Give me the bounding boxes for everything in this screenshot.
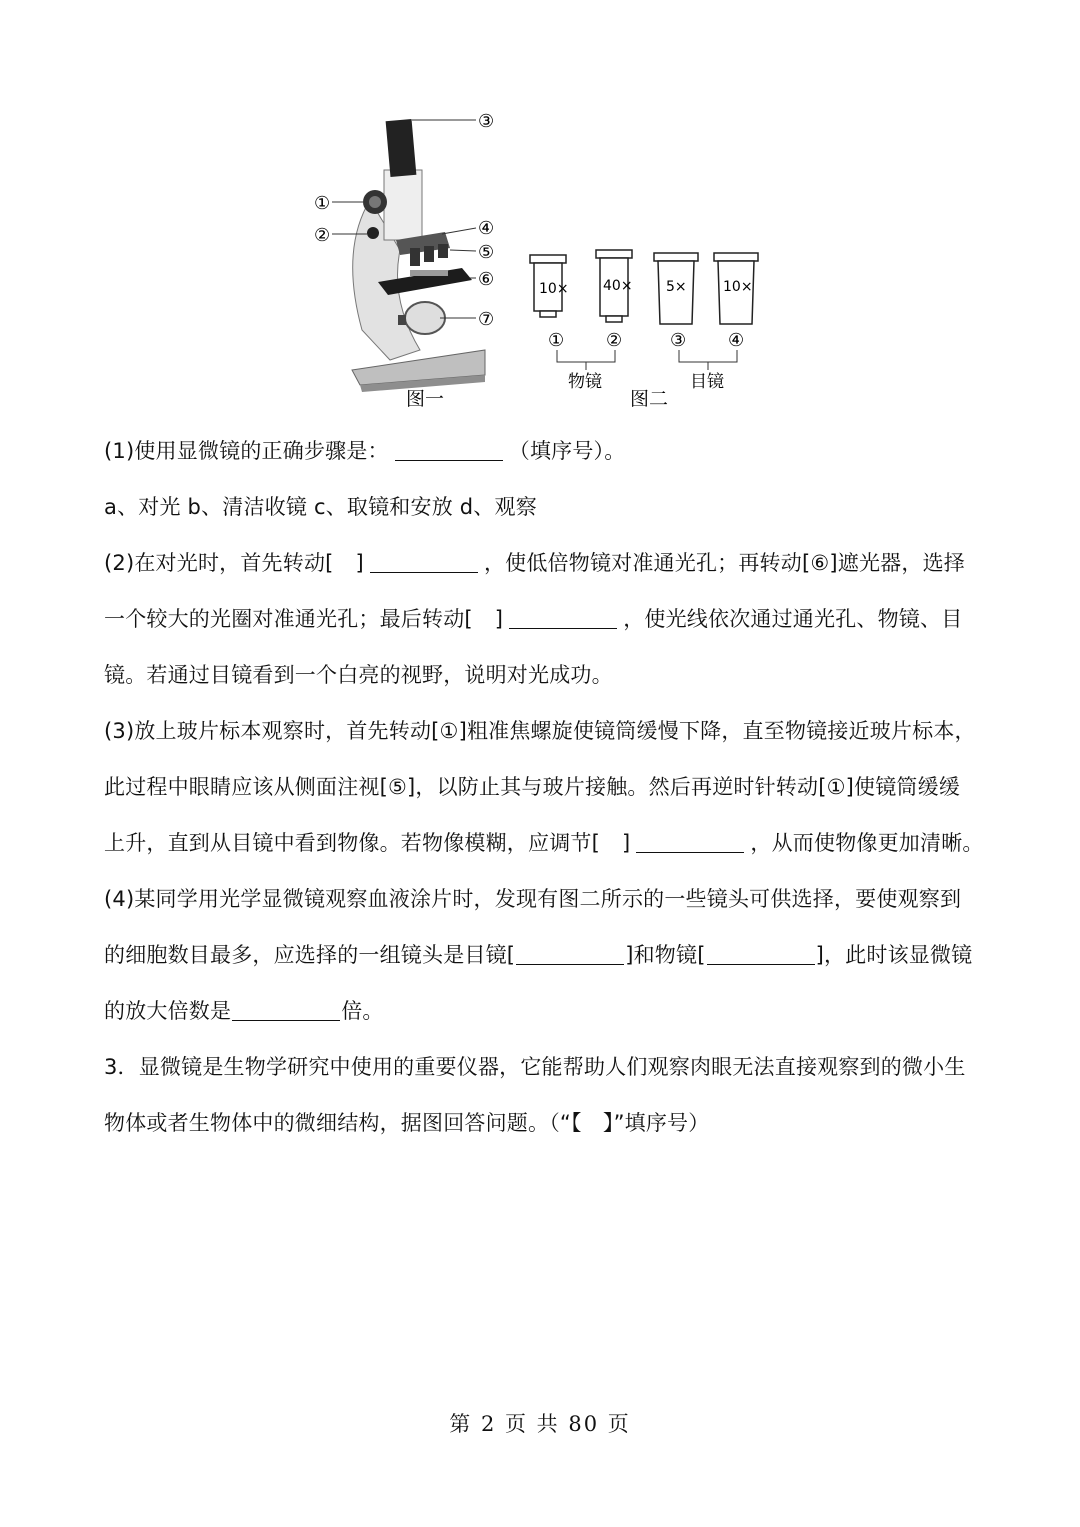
q1-answer-blank[interactable] bbox=[395, 440, 503, 461]
q2-blank-2[interactable] bbox=[509, 608, 617, 629]
q3-blank[interactable] bbox=[636, 832, 744, 853]
q3-line-3: 上升，直到从目镜中看到物像。若物像模糊，应调节[ ] ，从而使物像更加清晰。 bbox=[104, 831, 984, 855]
eyepiece-lens-4-mag: 10× bbox=[723, 279, 753, 295]
group-objective-label: 物镜 bbox=[568, 372, 602, 392]
figure1-caption: 图一 bbox=[406, 388, 445, 410]
q2-line-3: 镜。若通过目镜看到一个白亮的视野，说明对光成功。 bbox=[104, 663, 613, 687]
microscope-figures bbox=[300, 100, 800, 420]
figure-area bbox=[300, 100, 800, 420]
q4-line-1: (4)某同学用光学显微镜观察血液涂片时，发现有图二所示的一些镜头可供选择，要使观察到 bbox=[104, 887, 962, 911]
page-footer: 第 2 页 共 80 页 bbox=[449, 1412, 631, 1436]
group-eyepiece-label: 目镜 bbox=[690, 372, 724, 392]
microscope-illustration bbox=[332, 119, 485, 392]
figure2-caption: 图二 bbox=[630, 388, 669, 410]
q4-eyepiece-blank[interactable] bbox=[516, 944, 624, 965]
q3-line-2: 此过程中眼睛应该从侧面注视[⑤]，以防止其与玻片接触。然后再逆时针转动[①]使镜筒缓缓 bbox=[104, 775, 961, 799]
item3-line-1: 3．显微镜是生物学研究中使用的重要仪器，它能帮助人们观察肉眼无法直接观察到的微小生 bbox=[104, 1055, 966, 1079]
q4-magnification-blank[interactable] bbox=[232, 1000, 340, 1021]
item3-line-2: 物体或者生物体中的微细结构，据图回答问题。（“【 】”填序号） bbox=[104, 1111, 710, 1135]
q1-line: (1)使用显微镜的正确步骤是： （填序号）。 bbox=[104, 439, 626, 463]
callout-5: ⑤ bbox=[478, 242, 495, 263]
lens-num-4: ④ bbox=[728, 330, 745, 351]
q2-line-2: 一个较大的光圈对准通光孔；最后转动[ ] ，使光线依次通过通光孔、物镜、目 bbox=[104, 607, 963, 631]
eyepiece-bracket bbox=[679, 350, 737, 362]
callout-2: ② bbox=[314, 225, 331, 246]
callout-3: ③ bbox=[478, 111, 495, 132]
q2-line-1: (2)在对光时，首先转动[ ] ，使低倍物镜对准通光孔；再转动[⑥]遮光器，选择 bbox=[104, 551, 965, 575]
eyepiece-lens-3-mag: 5× bbox=[666, 279, 687, 295]
question-body bbox=[104, 423, 984, 1151]
lens-num-3: ③ bbox=[670, 330, 687, 351]
q4-objective-blank[interactable] bbox=[707, 944, 815, 965]
objective-bracket bbox=[557, 350, 615, 362]
callout-1: ① bbox=[314, 193, 331, 214]
q4-line-3: 的放大倍数是 倍。 bbox=[104, 999, 384, 1023]
callout-7: ⑦ bbox=[478, 309, 495, 330]
lens-num-2: ② bbox=[606, 330, 623, 351]
q2-blank-1[interactable] bbox=[370, 552, 478, 573]
callout-4: ④ bbox=[478, 218, 495, 239]
callout-6: ⑥ bbox=[478, 269, 495, 290]
lens-num-1: ① bbox=[548, 330, 565, 351]
objective-lens-2-mag: 40× bbox=[603, 278, 633, 294]
objective-lens-1-mag: 10× bbox=[539, 281, 569, 297]
q1-options: a、对光 b、清洁收镜 c、取镜和安放 d、观察 bbox=[104, 495, 537, 519]
q3-line-1: (3)放上玻片标本观察时，首先转动[①]粗准焦螺旋使镜筒缓慢下降，直至物镜接近玻片标本， bbox=[104, 719, 976, 743]
q4-line-2: 的细胞数目最多，应选择的一组镜头是目镜[ ]和物镜[ ]，此时该显微镜 bbox=[104, 943, 973, 967]
